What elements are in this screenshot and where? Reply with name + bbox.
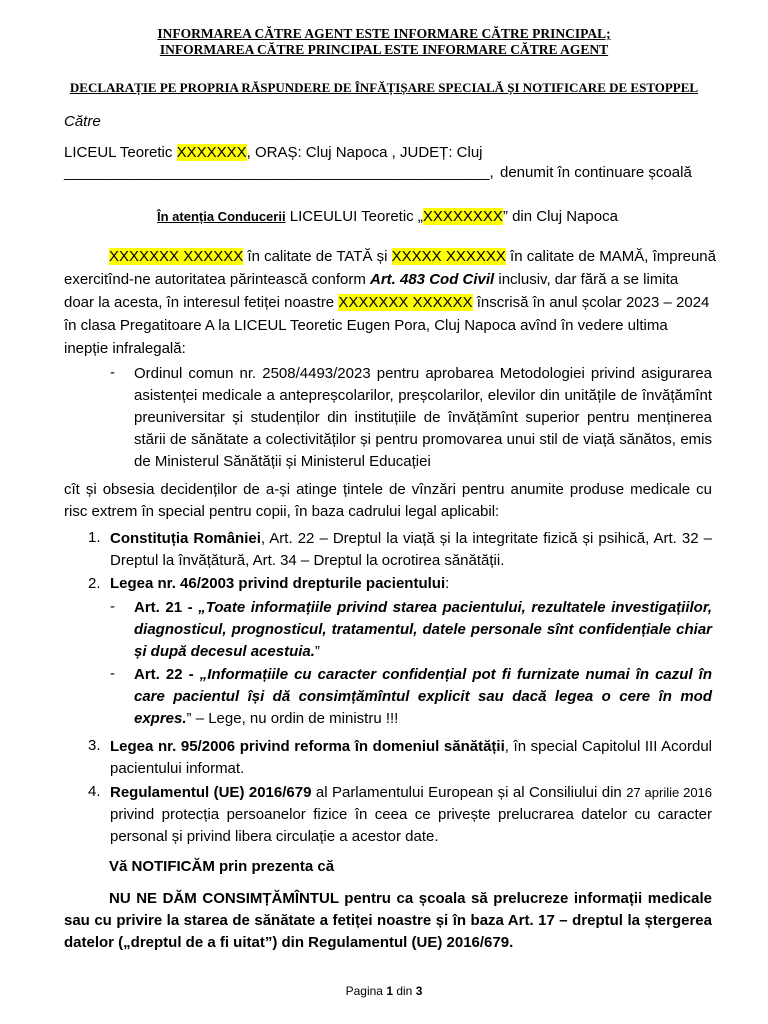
page-footer <box>0 984 768 998</box>
recipient-catre: Către <box>64 113 101 130</box>
sub-2-text <box>134 664 712 730</box>
attention-redacted: XXXXXXXX <box>422 208 503 225</box>
attention-text-c: ” din Cluj Napoca <box>502 208 618 225</box>
intro-line-5: inepție infralegală: <box>64 340 186 357</box>
intro-l2c: inclusiv, dar fără a se limita <box>494 271 679 288</box>
sub-1-label: Art. 21 - <box>134 599 199 616</box>
sub-1-quote: „Toate informațiile privind starea pacientului, rezultatele investigațiilor, diagnosticul, prognosticul, tratamentul, datele personale sînt confidențiale chiar și după decesul acestuia. <box>134 599 713 660</box>
ordin-dash: - <box>110 364 115 381</box>
recipient-blank-line: ___________________________________________________, <box>64 164 494 181</box>
item-4-date: 27 aprilie 2016 <box>626 785 713 800</box>
sub-1-dash: - <box>110 598 115 615</box>
intro-l3c: înscrisă în anul școlar 2023 – 2024 <box>472 294 710 311</box>
item-1-body: , Art. 22 – Dreptul la viață și la integritate fizică și psihică, Art. 32 – Dreptul la învățătură, Art. 34 – Dreptul la ocrotirea sănătății. <box>110 530 712 569</box>
notify-body: NU NE DĂM CONSIMȚĂMÎNTUL pentru ca școala să prelucreze informații medicale sau cu privire la starea de sănătate a fetiței noastre și în baza Art. 17 – dreptul la ștergerea datelor („dreptul de a fi uitat”) din Regulamentul (UE) 2016/679. <box>64 890 712 951</box>
footer-current-page: 1 <box>386 984 393 998</box>
child-redacted: XXXXXXX XXXXXX <box>338 294 473 311</box>
item-1-text <box>110 528 712 572</box>
intro-line-2 <box>64 270 678 290</box>
item-4-body-a: al Parlamentului European și al Consiliului din <box>311 784 627 801</box>
liceu-text-b: , ORAȘ: Cluj Napoca , JUDEȚ: Cluj <box>246 144 483 161</box>
attention-label: În atenția Conducerii <box>157 209 286 224</box>
item-2-title: Legea nr. 46/2003 privind drepturile pacientului <box>110 575 446 592</box>
attention-text-b: LICEULUI Teoretic „ <box>285 208 423 225</box>
intro-line-4: în clasa Pregatitoare A la LICEUL Teoretic Eugen Pora, Cluj Napoca avînd în vedere ultima <box>64 317 668 334</box>
item-4-title: Regulamentul (UE) 2016/679 <box>110 784 312 801</box>
item-2-text <box>110 574 449 594</box>
intro-t1: în calitate de TATĂ și <box>243 248 392 265</box>
attention-line <box>157 207 618 227</box>
mother-redacted: XXXXX XXXXXX <box>391 248 506 265</box>
intro-t2: în calitate de MAMĂ, împreună <box>505 248 716 265</box>
denumit-text: denumit în continuare școală <box>500 164 692 181</box>
notify-heading: Vă NOTIFICĂM prin prezenta că <box>109 858 335 875</box>
civil-code-ref: Art. 483 Cod Civil <box>370 271 495 288</box>
item-2-body: : <box>445 575 450 592</box>
recipient-liceu-line <box>64 143 483 163</box>
intro-l3a: doar la acesta, în interesul fetiței noastre <box>64 294 339 311</box>
sub-1-end: ” <box>314 643 320 660</box>
item-3-title: Legea nr. 95/2006 privind reforma în domeniul sănătății <box>110 738 505 755</box>
ordin-text: Ordinul comun nr. 2508/4493/2023 pentru aprobarea Metodologiei privind asigurarea asistenței medicale a antepreșcolarilor, preșcolarilor, elevilor din unitățile de învățămînt preuniversitar și studenților din instituțiile de învățămînt superior pentru menținerea stării de sănătate a colectivităților și pentru promovarea unui stil de viață sănătos, emis de Ministerul Sănătății și Ministerul Educației <box>134 365 712 470</box>
item-4-number: 4. <box>88 783 101 800</box>
footer-din: din <box>393 984 416 998</box>
sub-2-quote: „Informațiile cu caracter confidențial pot fi furnizate numai în cazul în care pacientul își dă consimțămîntul explicit sau dacă legea o cere în mod expres. <box>134 666 712 727</box>
intro-line-3 <box>64 293 709 313</box>
item-3-body: , în special Capitolul III Acordul pacientului informat. <box>110 738 713 777</box>
liceu-text-a: LICEUL Teoretic <box>64 144 177 161</box>
sub-2-label: Art. 22 - <box>134 666 200 683</box>
footer-total-pages: 3 <box>415 984 423 998</box>
document-title: DECLARAȚIE PE PROPRIA RĂSPUNDERE DE ÎNFĂȚIȘARE SPECIALĂ ȘI NOTIFICARE DE ESTOPPEL <box>69 80 699 95</box>
item-1-number: 1. <box>88 529 101 546</box>
father-redacted: XXXXXXX XXXXXX <box>109 248 244 265</box>
intro-l2a: exercitînd-ne autoritatea părintească conform <box>64 271 370 288</box>
header-line-1: INFORMAREA CĂTRE AGENT ESTE INFORMARE CĂTRE PRINCIPAL; <box>157 26 611 41</box>
item-4-text <box>110 782 712 848</box>
header-line-2: INFORMAREA CĂTRE PRINCIPAL ESTE INFORMARE CĂTRE AGENT <box>159 42 609 57</box>
item-2-number: 2. <box>88 575 101 592</box>
item-1-title: Constituția României <box>110 530 261 547</box>
sub-2-dash: - <box>110 665 115 682</box>
sub-2-end: ” – Lege, nu ordin de ministru !!! <box>186 710 399 727</box>
footer-pagina: Pagina <box>345 984 387 998</box>
liceu-redacted-name: XXXXXXX <box>176 144 247 161</box>
obsesia-paragraph: cît și obsesia decidenților de a-și atinge țintele de vînzări pentru anumite produse medicale cu risc extrem în special pentru copii, în baza cadrului legal aplicabil: <box>64 481 712 520</box>
intro-line-1 <box>109 247 716 267</box>
item-3-text <box>110 736 712 780</box>
item-3-number: 3. <box>88 737 101 754</box>
sub-1-text <box>134 597 712 663</box>
item-4-body-b: privind protecția persoanelor fizice în ceea ce privește prelucrarea datelor cu caracter personal și privind libera circulație a acestor date. <box>110 806 712 845</box>
